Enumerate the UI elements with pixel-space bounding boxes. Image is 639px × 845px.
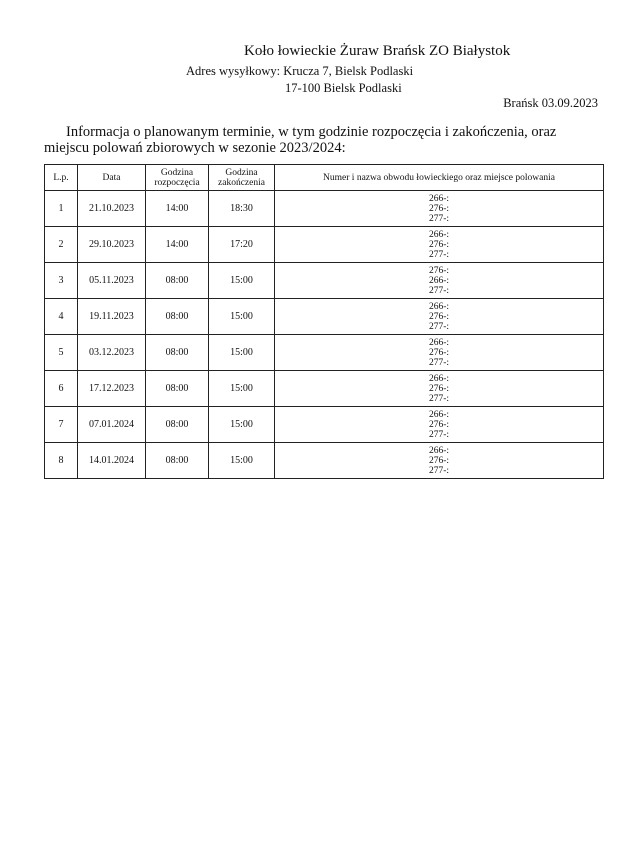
cell-areas xyxy=(275,443,604,479)
header-lp: L.p. xyxy=(45,165,78,191)
table-row xyxy=(45,191,604,227)
cell-start-time: 08:00 xyxy=(146,263,209,299)
area-entry: 266-: xyxy=(428,409,450,420)
cell-date: 05.11.2023 xyxy=(78,263,146,299)
cell-date: 07.01.2024 xyxy=(78,407,146,443)
area-entry: 276-: xyxy=(428,203,450,214)
organization-name: Koło łowieckie Żuraw Brańsk ZO Białystok xyxy=(244,43,511,59)
cell-start-time: 08:00 xyxy=(146,443,209,479)
cell-areas xyxy=(275,335,604,371)
cell-end-time: 15:00 xyxy=(209,263,275,299)
area-entry: 266-: xyxy=(428,445,450,456)
area-entry: 276-: xyxy=(428,383,450,394)
table-row xyxy=(45,299,604,335)
cell-start-time: 08:00 xyxy=(146,335,209,371)
cell-end-time: 15:00 xyxy=(209,335,275,371)
cell-start-time: 08:00 xyxy=(146,299,209,335)
cell-end-time: 15:00 xyxy=(209,407,275,443)
table-body xyxy=(45,191,604,479)
area-entry: 277-: xyxy=(428,213,450,224)
cell-lp: 1 xyxy=(45,191,78,227)
cell-areas xyxy=(275,191,604,227)
address-line-1: Adres wysyłkowy: Krucza 7, Bielsk Podlaski xyxy=(186,64,414,78)
cell-areas xyxy=(275,407,604,443)
address-line-2: 17-100 Bielsk Podlaski xyxy=(285,81,402,95)
cell-lp: 8 xyxy=(45,443,78,479)
area-entry: 266-: xyxy=(428,193,450,204)
header-area: Numer i nazwa obwodu łowieckiego oraz miejsce polowania xyxy=(275,165,604,191)
table-row xyxy=(45,335,604,371)
cell-date: 17.12.2023 xyxy=(78,371,146,407)
cell-date: 19.11.2023 xyxy=(78,299,146,335)
area-entry: 266-: xyxy=(428,229,450,240)
area-entry: 277-: xyxy=(428,285,450,296)
cell-start-time: 14:00 xyxy=(146,227,209,263)
cell-areas xyxy=(275,371,604,407)
cell-lp: 6 xyxy=(45,371,78,407)
cell-lp: 4 xyxy=(45,299,78,335)
area-entry: 277-: xyxy=(428,321,450,332)
intro-paragraph: Informacja o planowanym terminie, w tym godzinie rozpoczęcia i zakończenia, oraz miejscu polowań zbiorowych w sezonie 2023/2024: xyxy=(44,124,557,156)
cell-lp: 2 xyxy=(45,227,78,263)
cell-areas xyxy=(275,299,604,335)
cell-date: 21.10.2023 xyxy=(78,191,146,227)
cell-date: 29.10.2023 xyxy=(78,227,146,263)
area-entry: 277-: xyxy=(428,465,450,476)
cell-areas xyxy=(275,227,604,263)
table-header-row xyxy=(45,165,604,191)
area-entry: 266-: xyxy=(428,337,450,348)
area-entry: 277-: xyxy=(428,393,450,404)
cell-end-time: 15:00 xyxy=(209,299,275,335)
area-entry: 276-: xyxy=(428,455,450,466)
table-row xyxy=(45,371,604,407)
table-row xyxy=(45,263,604,299)
area-entry: 276-: xyxy=(428,419,450,430)
header-date: Data xyxy=(78,165,146,191)
cell-start-time: 08:00 xyxy=(146,371,209,407)
area-entry: 277-: xyxy=(428,357,450,368)
place-and-date: Brańsk 03.09.2023 xyxy=(503,96,598,110)
cell-date: 03.12.2023 xyxy=(78,335,146,371)
area-entry: 266-: xyxy=(428,301,450,312)
area-entry: 276-: xyxy=(428,239,450,250)
cell-start-time: 08:00 xyxy=(146,407,209,443)
table-row xyxy=(45,227,604,263)
area-entry: 277-: xyxy=(428,249,450,260)
cell-lp: 3 xyxy=(45,263,78,299)
header-end-time: Godzina zakończenia xyxy=(209,165,275,191)
area-entry: 266-: xyxy=(428,275,450,286)
cell-lp: 5 xyxy=(45,335,78,371)
area-entry: 276-: xyxy=(428,265,450,276)
cell-end-time: 18:30 xyxy=(209,191,275,227)
area-entry: 276-: xyxy=(428,347,450,358)
cell-lp: 7 xyxy=(45,407,78,443)
hunt-schedule-table xyxy=(44,164,604,479)
area-entry: 277-: xyxy=(428,429,450,440)
cell-date: 14.01.2024 xyxy=(78,443,146,479)
cell-end-time: 15:00 xyxy=(209,443,275,479)
cell-end-time: 17:20 xyxy=(209,227,275,263)
cell-areas xyxy=(275,263,604,299)
cell-start-time: 14:00 xyxy=(146,191,209,227)
cell-end-time: 15:00 xyxy=(209,371,275,407)
table-row xyxy=(45,443,604,479)
area-entry: 266-: xyxy=(428,373,450,384)
header-start-time: Godzina rozpoczęcia xyxy=(146,165,209,191)
area-entry: 276-: xyxy=(428,311,450,322)
table-row xyxy=(45,407,604,443)
